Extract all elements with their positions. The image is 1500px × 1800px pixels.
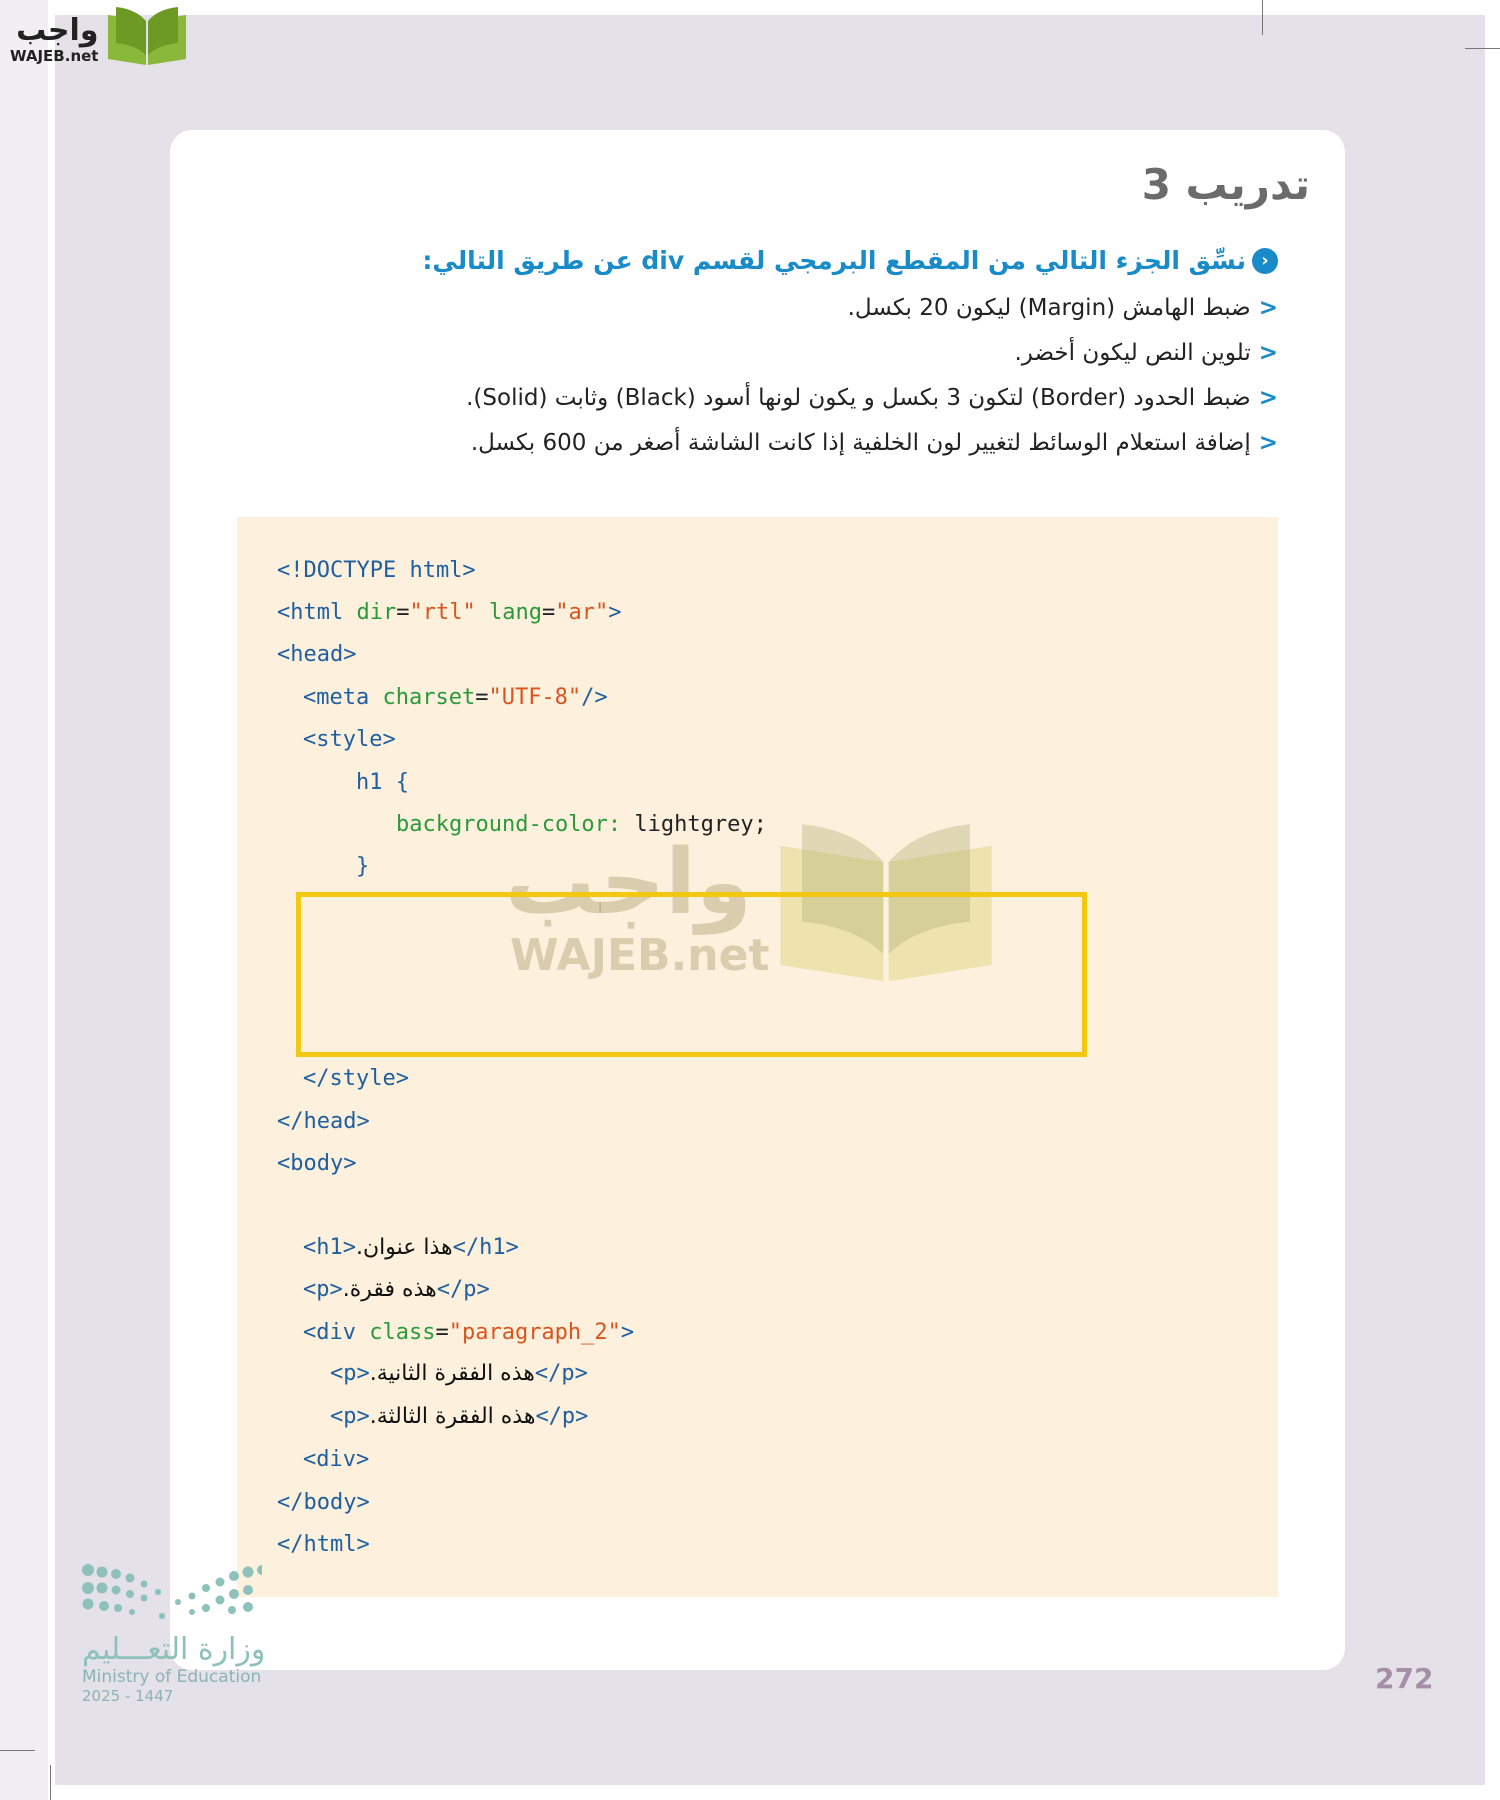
code-token-tag: > <box>608 600 622 625</box>
code-line <box>330 1359 588 1389</box>
code-token-attr: background-color: <box>396 812 635 837</box>
code-token-str: "UTF-8" <box>488 685 582 710</box>
code-line <box>277 640 356 670</box>
code-token-tag: </style> <box>303 1066 409 1091</box>
code-token-plain: = <box>541 600 556 625</box>
code-line <box>277 1488 370 1518</box>
watermark-english: WAJEB.net <box>510 930 770 981</box>
crop-mark <box>1465 48 1500 49</box>
code-token-tag: <head> <box>277 642 357 667</box>
code-token-ar: هذه فقرة. <box>342 1277 437 1302</box>
page-margin <box>0 0 48 1800</box>
code-line <box>277 1530 370 1560</box>
code-token-tag: <!DOCTYPE html> <box>277 558 476 583</box>
code-token-ar: هذا عنوان. <box>355 1235 453 1260</box>
watermark-arabic: واجب <box>505 830 752 935</box>
code-token-tag: </html> <box>277 1532 370 1557</box>
chevron-icon: < <box>1258 340 1278 366</box>
instruction-heading <box>422 246 1278 275</box>
list-item-text: إضافة استعلام الوسائط لتغيير لون الخلفية إذا كانت الشاشة أصغر من 600 بكسل. <box>470 430 1251 456</box>
crop-mark <box>50 1765 51 1800</box>
code-token-str: "rtl" <box>409 600 476 625</box>
code-token-plain: = <box>396 600 410 625</box>
list-item <box>848 295 1278 321</box>
list-item-text: ضبط الحدود (Border) لتكون 3 بكسل و يكون لونها أسود (Black) وثابت (Solid). <box>466 385 1251 411</box>
instruction-text: نسِّق الجزء التالي من المقطع البرمجي لقسم div عن طريق التالي: <box>422 246 1246 275</box>
code-token-tag: <html <box>277 600 357 625</box>
answer-highlight-box <box>296 892 1087 1057</box>
code-token-tag: </p> <box>534 1361 588 1386</box>
code-token-tag: <div> <box>303 1447 370 1472</box>
code-token-plain: = <box>475 685 489 710</box>
code-token-tag: <p> <box>330 1361 370 1386</box>
list-item <box>1014 340 1278 366</box>
code-token-attr: charset <box>382 685 476 710</box>
code-token-str: "ar" <box>555 600 609 625</box>
logo-arabic: واجب <box>16 13 99 48</box>
code-line <box>303 1064 409 1094</box>
crop-mark <box>0 1750 35 1751</box>
code-token-tag: </p> <box>535 1404 589 1429</box>
chevron-icon: < <box>1258 385 1278 411</box>
chevron-left-icon: ‹ <box>1252 248 1278 274</box>
code-token-tag: <h1> <box>303 1235 356 1260</box>
code-line <box>303 1233 519 1263</box>
code-token-tag: } <box>356 854 370 879</box>
list-item-text: تلوين النص ليكون أخضر. <box>1014 340 1251 366</box>
page-number: 272 <box>1375 1662 1434 1695</box>
code-token-tag: <meta <box>303 685 383 710</box>
code-line <box>277 556 476 586</box>
ministry-logo <box>82 1562 272 1705</box>
code-line <box>303 1275 490 1305</box>
code-block <box>237 517 1278 1597</box>
wajeb-logo <box>10 5 188 65</box>
code-token-tag: > <box>620 1320 635 1345</box>
code-token-attr: lang <box>475 600 542 625</box>
code-token-tag: <p> <box>330 1404 370 1429</box>
chevron-icon: < <box>1258 430 1278 456</box>
ministry-arabic: وزارة التعـــليم <box>82 1632 266 1667</box>
code-token-attr: class <box>369 1320 436 1345</box>
chevron-icon: < <box>1258 295 1278 321</box>
code-token-attr: dir <box>356 600 397 625</box>
book-icon <box>106 5 188 65</box>
code-token-tag: <p> <box>303 1277 343 1302</box>
code-line <box>277 598 621 628</box>
code-token-str: "paragraph_2" <box>448 1320 621 1345</box>
code-line <box>303 683 608 713</box>
ministry-english: Ministry of Education <box>82 1667 262 1687</box>
code-token-ar: هذه الفقرة الثانية. <box>369 1361 535 1386</box>
code-line <box>356 852 369 882</box>
ministry-year: 2025 - 1447 <box>82 1687 174 1705</box>
code-token-tag: /> <box>581 685 608 710</box>
code-line <box>303 1445 369 1475</box>
code-token-plain: = <box>435 1320 449 1345</box>
code-token-tag: <div <box>303 1320 370 1345</box>
list-item <box>466 385 1278 411</box>
code-line <box>330 1402 588 1432</box>
code-token-ar: هذه الفقرة الثالثة. <box>369 1404 536 1429</box>
exercise-title: تدريب 3 <box>1141 160 1310 209</box>
code-token-tag: h1 { <box>356 770 409 795</box>
code-token-tag: </head> <box>277 1109 370 1134</box>
code-token-tag: </body> <box>277 1490 370 1515</box>
code-line <box>277 1149 356 1179</box>
code-token-tag: <style> <box>303 727 396 752</box>
code-token-tag: </p> <box>436 1277 490 1302</box>
crop-mark <box>1262 0 1263 35</box>
code-line <box>356 768 409 798</box>
list-item <box>471 430 1278 456</box>
code-token-plain: lightgrey; <box>634 812 767 837</box>
list-item-text: ضبط الهامش (Margin) ليكون 20 بكسل. <box>847 295 1251 321</box>
code-token-tag: </h1> <box>452 1235 519 1260</box>
logo-english: WAJEB.net <box>10 47 99 65</box>
code-token-tag: <body> <box>277 1151 357 1176</box>
code-line <box>277 1107 370 1137</box>
ministry-dots-icon <box>82 1562 262 1622</box>
code-line <box>303 725 396 755</box>
code-line <box>303 1318 634 1348</box>
